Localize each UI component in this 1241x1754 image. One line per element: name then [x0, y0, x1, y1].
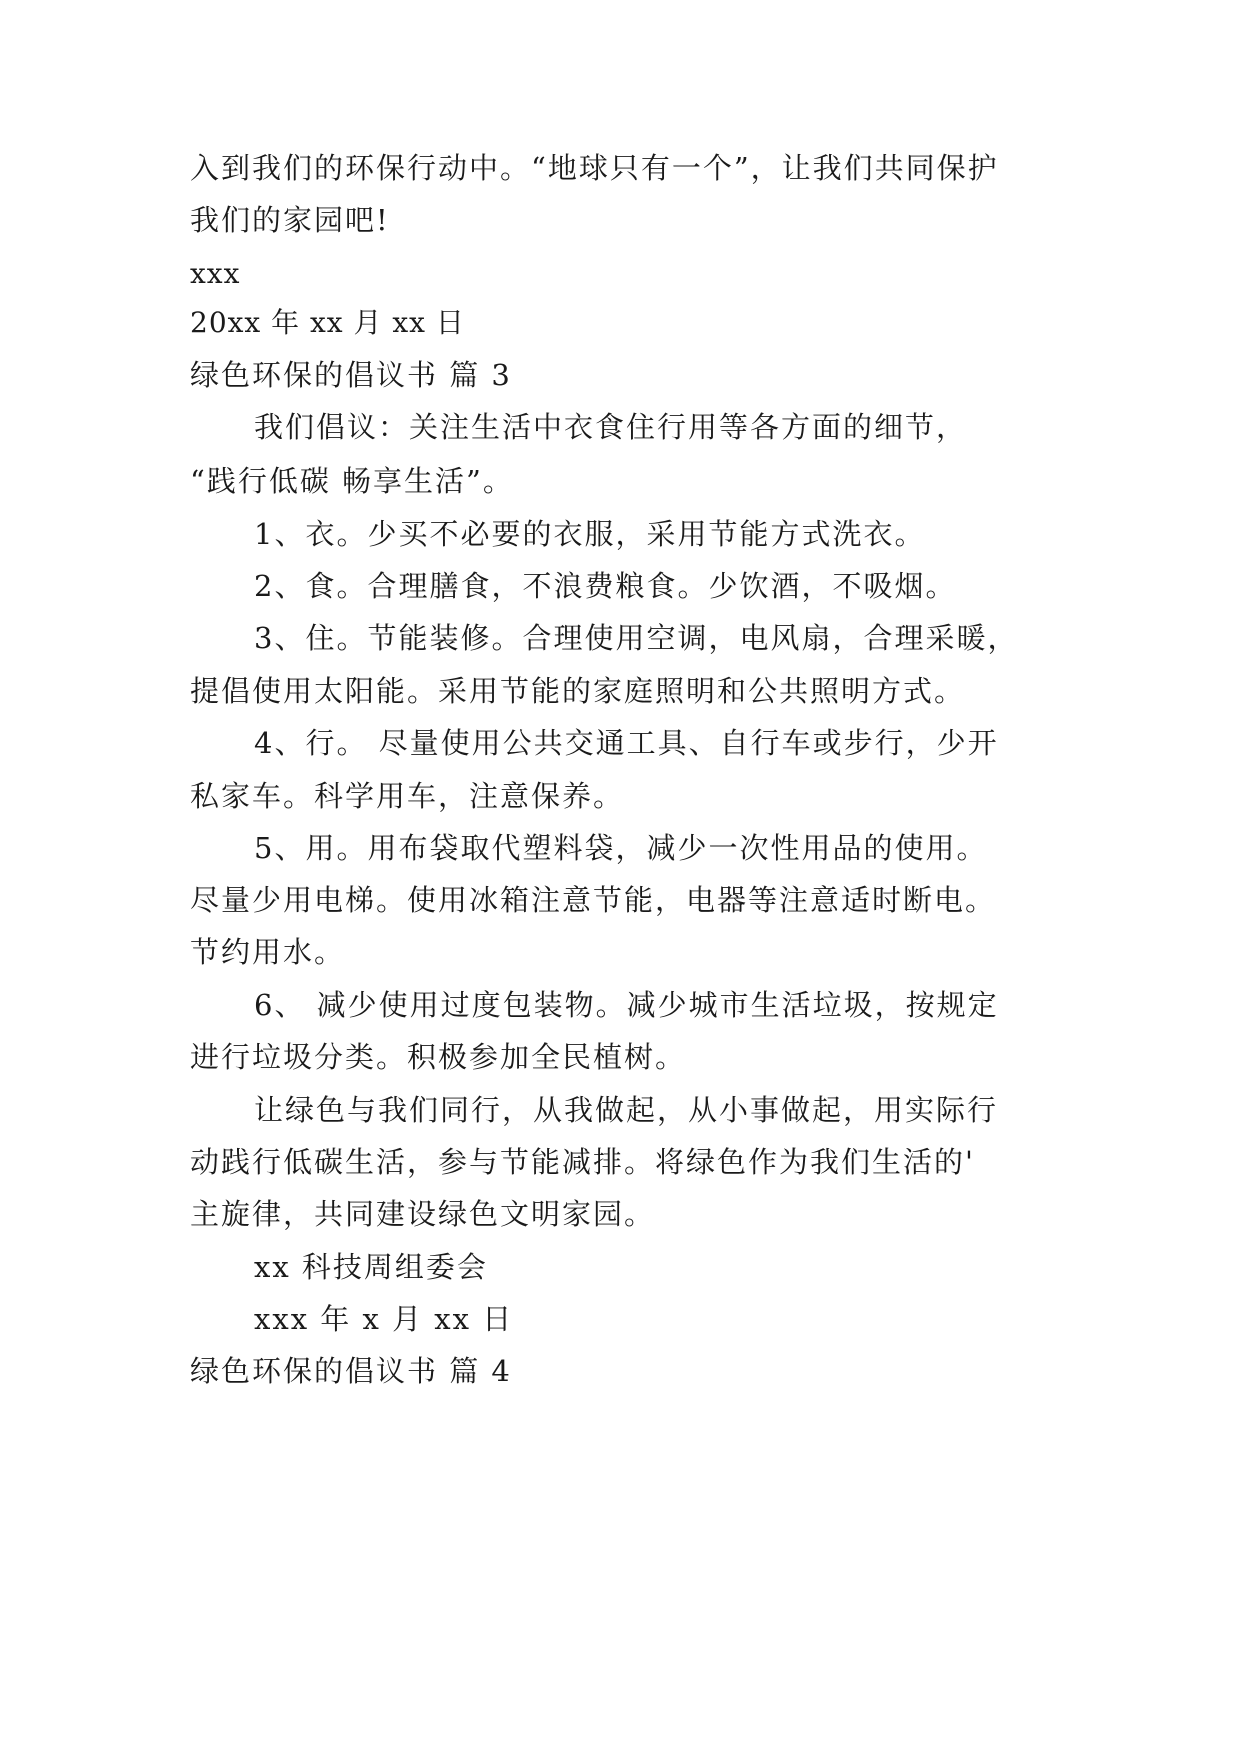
paragraph-line: 私家车。科学用车，注意保养。	[190, 779, 625, 813]
signature-org: xx 科技周组委会	[254, 1250, 488, 1284]
signature-date: 20xx 年 xx 月 xx 日	[190, 306, 465, 339]
section-heading: 绿色环保的倡议书 篇 3	[190, 358, 512, 392]
signature-date: xxx 年 x 月 xx 日	[254, 1302, 514, 1336]
paragraph-line: 进行垃圾分类。积极参加全民植树。	[190, 1040, 687, 1074]
list-item: 6、 减少使用过度包装物。减少城市生活垃圾，按规定	[254, 988, 999, 1022]
list-item: 2、食。合理膳食，不浪费粮食。少饮酒，不吸烟。	[254, 569, 957, 603]
signature-name: xxx	[190, 257, 241, 290]
paragraph-line: 主旋律，共同建设绿色文明家园。	[190, 1197, 656, 1231]
list-item: 3、住。节能装修。合理使用空调，电风扇，合理采暖，	[254, 621, 1019, 655]
list-item: 5、用。用布袋取代塑料袋，减少一次性用品的使用。	[254, 831, 988, 865]
list-item: 1、衣。少买不必要的衣服，采用节能方式洗衣。	[254, 517, 926, 551]
paragraph-line: “践行低碳 畅享生活”。	[190, 464, 514, 498]
paragraph-line: 我们倡议：关注生活中衣食住行用等各方面的细节，	[254, 410, 968, 444]
paragraph-line: 节约用水。	[190, 935, 346, 969]
list-item: 4、行。 尽量使用公共交通工具、自行车或步行，少开	[254, 726, 999, 760]
paragraph-line: 尽量少用电梯。使用冰箱注意节能，电器等注意适时断电。	[190, 883, 997, 917]
paragraph-line: 动践行低碳生活，参与节能减排。将绿色作为我们生活的'	[190, 1145, 975, 1179]
paragraph-line: 入到我们的环保行动中。“地球只有一个”，让我们共同保护	[190, 151, 999, 185]
section-heading: 绿色环保的倡议书 篇 4	[190, 1354, 512, 1388]
paragraph-line: 我们的家园吧!	[190, 203, 390, 237]
paragraph-line: 让绿色与我们同行，从我做起，从小事做起，用实际行	[254, 1093, 999, 1127]
paragraph-line: 提倡使用太阳能。采用节能的家庭照明和公共照明方式。	[190, 674, 966, 708]
